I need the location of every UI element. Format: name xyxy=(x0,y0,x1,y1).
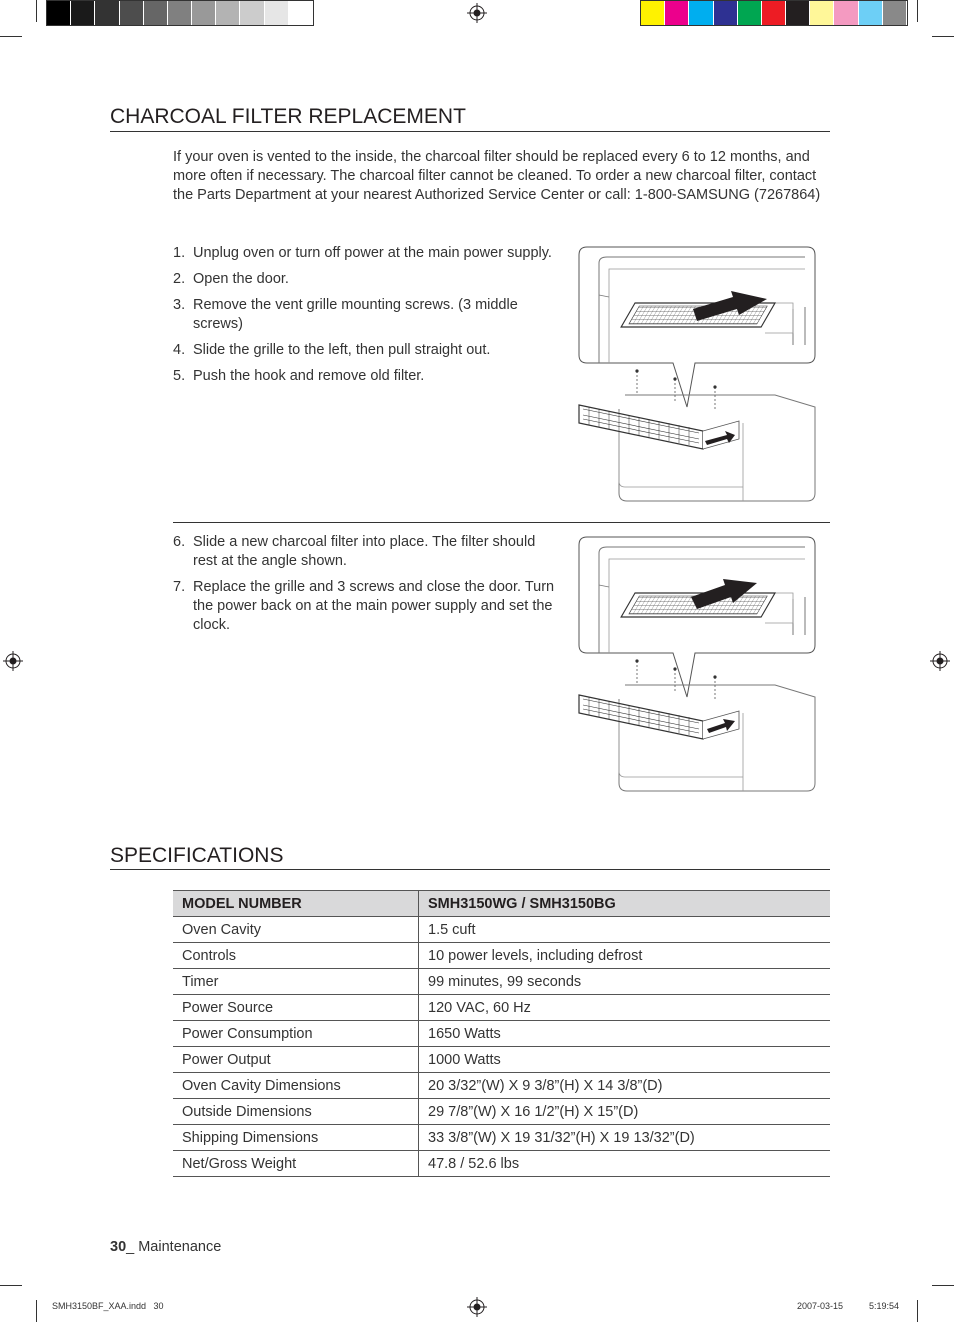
crop-mark-top-right-v xyxy=(917,0,918,22)
step-number: 7. xyxy=(173,579,186,595)
step-number: 2. xyxy=(173,271,186,287)
specifications-table xyxy=(173,890,830,1177)
spec-label: Oven Cavity xyxy=(173,917,419,943)
charcoal-section-title: CHARCOAL FILTER REPLACEMENT xyxy=(110,105,466,128)
crop-mark-bottom-left-v xyxy=(36,1300,37,1322)
slug-time: 5:19:54 xyxy=(869,1301,900,1311)
slug-date: 2007-03-15 xyxy=(797,1301,844,1311)
spec-label: Timer xyxy=(173,969,419,995)
step-text: Unplug oven or turn off power at the main power supply. xyxy=(193,245,552,261)
spec-value: 120 VAC, 60 Hz xyxy=(419,995,831,1021)
step-text: Slide the grille to the left, then pull straight out. xyxy=(193,342,491,358)
color-swatch xyxy=(168,1,192,25)
color-swatch xyxy=(47,1,71,25)
spec-header-row xyxy=(173,891,830,917)
page-number: 30 xyxy=(110,1239,127,1255)
spec-header-label: MODEL NUMBER xyxy=(173,891,419,917)
step-text: Slide a new charcoal filter into place. The filter should rest at the angle shown. xyxy=(193,534,536,569)
steps-list-a xyxy=(173,244,553,393)
color-swatch xyxy=(289,1,313,25)
spec-value: 10 power levels, including defrost xyxy=(419,943,831,969)
spec-label: Outside Dimensions xyxy=(173,1099,419,1125)
filter-removal-illustration xyxy=(575,245,820,510)
specifications-title: SPECIFICATIONS xyxy=(110,844,284,867)
step-number: 3. xyxy=(173,297,186,313)
color-swatch xyxy=(265,1,289,25)
spec-row xyxy=(173,1099,830,1125)
crop-mark-bottom-left-h xyxy=(0,1285,22,1286)
process-color-bar xyxy=(640,0,908,26)
step-item xyxy=(173,367,553,386)
color-swatch xyxy=(240,1,264,25)
registration-mark-top-icon xyxy=(467,3,487,23)
spec-row xyxy=(173,1021,830,1047)
color-swatch xyxy=(144,1,168,25)
registration-mark-left-icon xyxy=(3,651,23,671)
spec-label: Controls xyxy=(173,943,419,969)
color-swatch xyxy=(665,1,689,25)
color-swatch xyxy=(883,1,907,25)
page-footer xyxy=(110,1239,221,1255)
footer-section: _ Maintenance xyxy=(126,1239,222,1255)
spec-value: 29 7/8”(W) X 16 1/2”(H) X 15”(D) xyxy=(419,1099,831,1125)
spec-label: Shipping Dimensions xyxy=(173,1125,419,1151)
spec-row xyxy=(173,995,830,1021)
step-number: 4. xyxy=(173,342,186,358)
spec-row xyxy=(173,1125,830,1151)
spec-row xyxy=(173,943,830,969)
color-swatch xyxy=(216,1,240,25)
spec-row xyxy=(173,917,830,943)
step-number: 5. xyxy=(173,368,186,384)
color-swatch xyxy=(859,1,883,25)
spec-label: Power Source xyxy=(173,995,419,1021)
crop-mark-top-right-h xyxy=(932,36,954,37)
spec-value: 20 3/32”(W) X 9 3/8”(H) X 14 3/8”(D) xyxy=(419,1073,831,1099)
color-swatch xyxy=(641,1,665,25)
crop-mark-top-left-v xyxy=(36,0,37,22)
color-swatch xyxy=(786,1,810,25)
step-item xyxy=(173,533,557,571)
color-swatch xyxy=(95,1,119,25)
spec-value: 1.5 cuft xyxy=(419,917,831,943)
registration-mark-bottom-icon xyxy=(467,1297,487,1317)
color-swatch xyxy=(71,1,95,25)
step-text: Replace the grille and 3 screws and close the door. Turn the power back on at the main power supply and set the clock. xyxy=(193,579,555,633)
step-item xyxy=(173,578,557,635)
spec-row xyxy=(173,1151,830,1177)
step-number: 6. xyxy=(173,534,186,550)
step-item xyxy=(173,341,553,360)
step-number: 1. xyxy=(173,245,186,261)
spec-row xyxy=(173,1073,830,1099)
crop-mark-bottom-right-h xyxy=(932,1285,954,1286)
spec-label: Net/Gross Weight xyxy=(173,1151,419,1177)
step-text: Push the hook and remove old filter. xyxy=(193,368,425,384)
step-item xyxy=(173,270,553,289)
color-swatch xyxy=(762,1,786,25)
spec-label: Oven Cavity Dimensions xyxy=(173,1073,419,1099)
step-text: Open the door. xyxy=(193,271,289,287)
spec-header-value: SMH3150WG / SMH3150BG xyxy=(419,891,831,917)
charcoal-title-rule xyxy=(110,131,830,132)
color-swatch xyxy=(714,1,738,25)
spec-row xyxy=(173,1047,830,1073)
crop-mark-bottom-right-v xyxy=(917,1300,918,1322)
spec-value: 47.8 / 52.6 lbs xyxy=(419,1151,831,1177)
spec-label: Power Consumption xyxy=(173,1021,419,1047)
color-swatch xyxy=(120,1,144,25)
step-item xyxy=(173,296,553,334)
slug-file: SMH3150BF_XAA.indd 30 xyxy=(52,1301,164,1311)
color-swatch xyxy=(834,1,858,25)
step-item xyxy=(173,244,553,263)
crop-mark-top-left-h xyxy=(0,36,22,37)
specifications-title-rule xyxy=(110,869,830,870)
grayscale-color-bar xyxy=(46,0,314,26)
color-swatch xyxy=(810,1,834,25)
spec-row xyxy=(173,969,830,995)
filter-install-illustration xyxy=(575,535,820,800)
color-swatch xyxy=(689,1,713,25)
spec-value: 33 3/8”(W) X 19 31/32”(H) X 19 13/32”(D) xyxy=(419,1125,831,1151)
registration-mark-right-icon xyxy=(930,651,950,671)
spec-label: Power Output xyxy=(173,1047,419,1073)
color-swatch xyxy=(192,1,216,25)
charcoal-intro-text: If your oven is vented to the inside, the charcoal filter should be replaced every 6 to 12 months, and more often if necessary. The charcoal filter cannot be cleaned. To order a new charcoal filter, contact the Parts Department at your nearest Authorized Service Center or call: 1-800-SAMSUNG (7267864) xyxy=(173,149,821,203)
spec-value: 99 minutes, 99 seconds xyxy=(419,969,831,995)
steps-list-b xyxy=(173,533,557,642)
spec-value: 1650 Watts xyxy=(419,1021,831,1047)
step-text: Remove the vent grille mounting screws. (3 middle screws) xyxy=(193,297,518,332)
step-divider-rule xyxy=(173,522,830,523)
spec-value: 1000 Watts xyxy=(419,1047,831,1073)
color-swatch xyxy=(738,1,762,25)
